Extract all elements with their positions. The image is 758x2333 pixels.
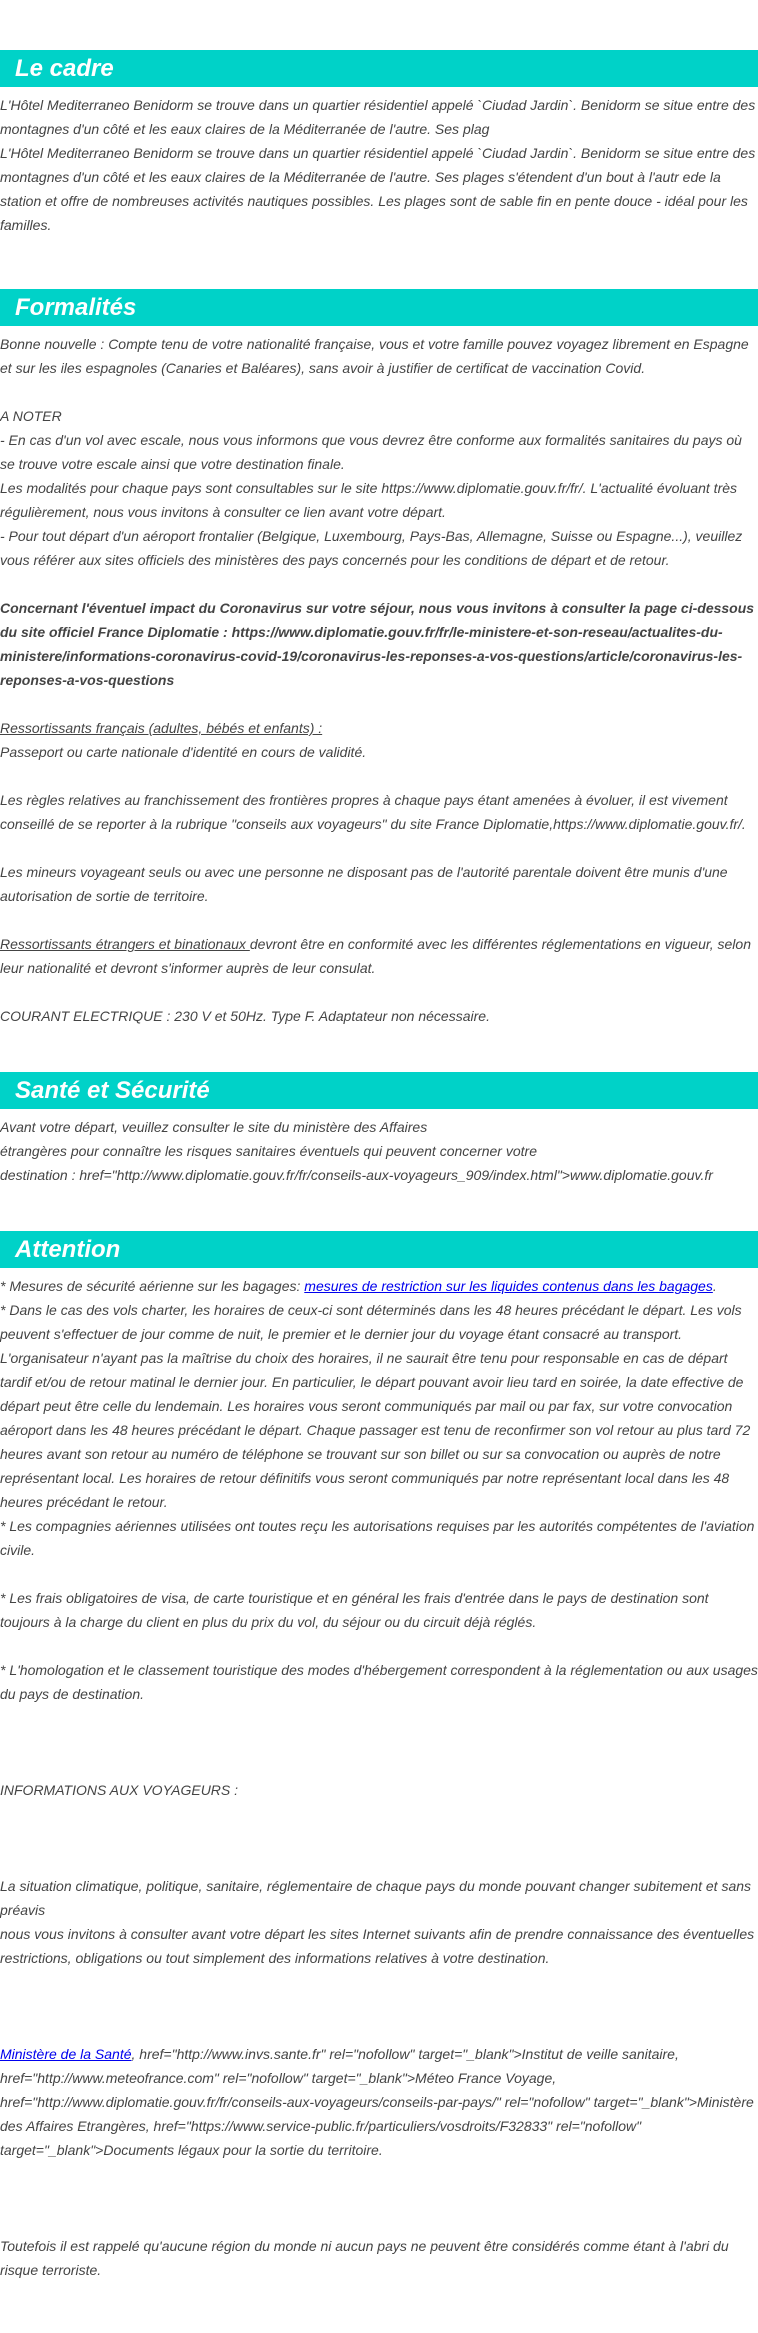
- section-formalites: [0, 289, 758, 1028]
- formalites-covid-info: Concernant l'éventuel impact du Coronavirus sur votre séjour, nous vous invitons à consulter la page ci-dessous du site officiel France Diplomatie : https://www.diplomatie.gouv.fr/fr/le-ministere-et-son-reseau/actualites-du-ministere/informations-coronavirus-covid-19/coronavirus-les-reponses-a-vos-questions/article/coronavirus-les-reponses-a-vos-questions: [0, 600, 755, 688]
- attention-charters: * Dans le cas des vols charter, les horaires de ceux-ci sont déterminés dans les 48 heures précédant le départ. Les vols peuvent s'effectuer de jour comme de nuit, le premier et le dernier jour du voyage étant consacré au transport. L'organisateur n'ayant pas la maîtrise du choix des horaires, il ne saurait être tenu pour responsable en cas de départ tardif et/ou de retour matinal le dernier jour. En particulier, le départ pouvant avoir lieu tard en soirée, la date effective de départ peut être celle du lendemain. Les horaires vous seront communiqués par mail ou par fax, sur votre convocation aéroport dans les 48 heures précédant le départ. Chaque passager est tenu de reconfirmer son vol retour au plus tard 72 heures avant son retour au numéro de téléphone se trouvant sur son billet ou sur sa convocation ou auprès de notre représentant local. Les horaires de retour définitifs vous seront communiqués par notre représentant local dans les 48 heures précédant le retour.: [0, 1302, 751, 1510]
- section-attention: [0, 1231, 758, 2282]
- cadre-paragraph-2: L'Hôtel Mediterraneo Benidorm se trouve dans un quartier résidentiel appelé `Ciudad Jardin`. Benidorm se situe entre des montagnes d'un côté et les eaux claires de la Méditerranée de l'autre. Ses plages s'étendent d'un bout à l'autr ede la station et offre de nombreuses activités nautiques possibles. Les plages sont de sable fin en pente douce - idéal pour les familles.: [0, 145, 756, 233]
- attention-infos-title: INFORMATIONS AUX VOYAGEURS :: [0, 1782, 239, 1798]
- section-title-sante: Santé et Sécurité: [0, 1072, 758, 1109]
- sante-line-1: Avant votre départ, veuillez consulter le site du ministère des Affaires: [0, 1119, 428, 1135]
- formalites-ressortissants-fr-label: Ressortissants français (adultes, bébés et enfants) :: [0, 720, 323, 736]
- formalites-note-escale: - En cas d'un vol avec escale, nous vous informons que vous devrez être conforme aux formalités sanitaires du pays où se trouve votre escale ainsi que votre destination finale.: [0, 432, 742, 472]
- section-body-sante: [0, 1109, 758, 1187]
- section-cadre: [0, 50, 758, 237]
- attention-homologation: * L'homologation et le classement touristique des modes d'hébergement correspondent à la réglementation ou aux usages du pays de destination.: [0, 1662, 758, 1702]
- sante-line-3: destination : href="http://www.diplomatie.gouv.fr/fr/conseils-aux-voyageurs_909/index.html">www.diplomatie.gouv.fr: [0, 1167, 713, 1183]
- section-body-cadre: [0, 87, 758, 237]
- attention-sites: [0, 2042, 758, 2162]
- formalites-note-modalites: Les modalités pour chaque pays sont consultables sur le site https://www.diplomatie.gouv.fr/fr/. L'actualité évoluant très régulièrement, nous vous invitons à consulter ce lien avant votre départ.: [0, 480, 738, 520]
- formalites-bonne-nouvelle: Bonne nouvelle : Compte tenu de votre nationalité française, vous et votre famille pouvez voyagez librement en Espagne et sur les iles espagnoles (Canaries et Baléares), sans avoir à justifier de certificat de vaccination Covid.: [0, 336, 749, 376]
- formalites-a-noter: A NOTER: [0, 408, 62, 424]
- formalites-courant: COURANT ELECTRIQUE : 230 V et 50Hz. Type F. Adaptateur non nécessaire.: [0, 1008, 490, 1024]
- attention-sites-text: , href="http://www.invs.sante.fr" rel="nofollow" target="_blank">Institut de veille sanitaire, href="http://www.meteofrance.com" rel="nofollow" target="_blank">Méteo France Voyage, href="http://www.diplomatie.gouv.fr/fr/conseils-aux-voyageurs/conseils-par-pays/" rel="nofollow" target="_blank">Ministère des Affaires Etrangères, href="https://www.service-public.fr/particuliers/vosdroits/F32833" rel="nofollow" target="_blank">Documents légaux pour la sortie du territoire.: [0, 2046, 754, 2158]
- section-body-attention: [0, 1268, 758, 2282]
- section-body-formalites: [0, 326, 758, 1028]
- formalites-regles: Les règles relatives au franchissement des frontières propres à chaque pays étant amenées à évoluer, il est vivement conseillé de se reporter à la rubrique "conseils aux voyageurs" du site France Diplomatie,https://www.diplomatie.gouv.fr/.: [0, 792, 746, 832]
- attention-compagnies: * Les compagnies aériennes utilisées ont toutes reçu les autorisations requises par les autorités compétentes de l'aviation civile.: [0, 1518, 755, 1558]
- sante-line-2: étrangères pour connaître les risques sanitaires éventuels qui peuvent concerner votre: [0, 1143, 537, 1159]
- formalites-etrangers-text: devront être en conformité avec les différentes réglementations en vigueur, selon leur nationalité et devront s'informer auprès de leur consulat.: [0, 936, 751, 976]
- section-sante: [0, 1072, 758, 1187]
- attention-bagages-prefix: * Mesures de sécurité aérienne sur les bagages:: [0, 1278, 305, 1294]
- section-title-formalites: Formalités: [0, 289, 758, 326]
- formalites-mineurs: Les mineurs voyageant seuls ou avec une personne ne disposant pas de l'autorité parentale doivent être munis d'une autorisation de sortie de territoire.: [0, 864, 728, 904]
- attention-terrorisme: Toutefois il est rappelé qu'aucune région du monde ni aucun pays ne peuvent être considérés comme étant à l'abri du risque terroriste.: [0, 2238, 729, 2278]
- section-title-cadre: Le cadre: [0, 50, 758, 87]
- formalites-etrangers-label: Ressortissants étrangers et binationaux: [0, 936, 250, 952]
- formalites-ressortissants-fr-text: Passeport ou carte nationale d'identité en cours de validité.: [0, 744, 367, 760]
- cadre-paragraph-1: L'Hôtel Mediterraneo Benidorm se trouve dans un quartier résidentiel appelé `Ciudad Jardin`. Benidorm se situe entre des montagnes d'un côté et les eaux claires de la Méditerranée de l'autre. Ses plag: [0, 97, 756, 137]
- formalites-note-frontalier: - Pour tout départ d'un aéroport frontalier (Belgique, Luxembourg, Pays-Bas, Allemagne, Suisse ou Espagne...), veuillez vous référer aux sites officiels des ministères des pays concernés pour les conditions de départ et de retour.: [0, 528, 743, 568]
- attention-bagages-suffix: .: [712, 1278, 717, 1294]
- bagages-restriction-link[interactable]: mesures de restriction sur les liquides contenus dans les bagages: [304, 1278, 713, 1294]
- attention-situation-line-2: nous vous invitons à consulter avant votre départ les sites Internet suivants afin de prendre connaissance des éventuelles restrictions, obligations ou tout simplement des informations relatives à votre destination.: [0, 1926, 755, 1966]
- attention-situation-line-1: La situation climatique, politique, sanitaire, réglementaire de chaque pays du monde pouvant changer subitement et sans préavis: [0, 1878, 752, 1918]
- section-title-attention: Attention: [0, 1231, 758, 1268]
- formalites-etrangers: [0, 932, 758, 980]
- ministere-sante-link[interactable]: Ministère de la Santé: [0, 2046, 132, 2062]
- attention-bagages: [0, 1274, 758, 1298]
- attention-frais: * Les frais obligatoires de visa, de carte touristique et en général les frais d'entrée dans le pays de destination sont toujours à la charge du client en plus du prix du vol, du séjour ou du circuit déjà réglés.: [0, 1590, 709, 1630]
